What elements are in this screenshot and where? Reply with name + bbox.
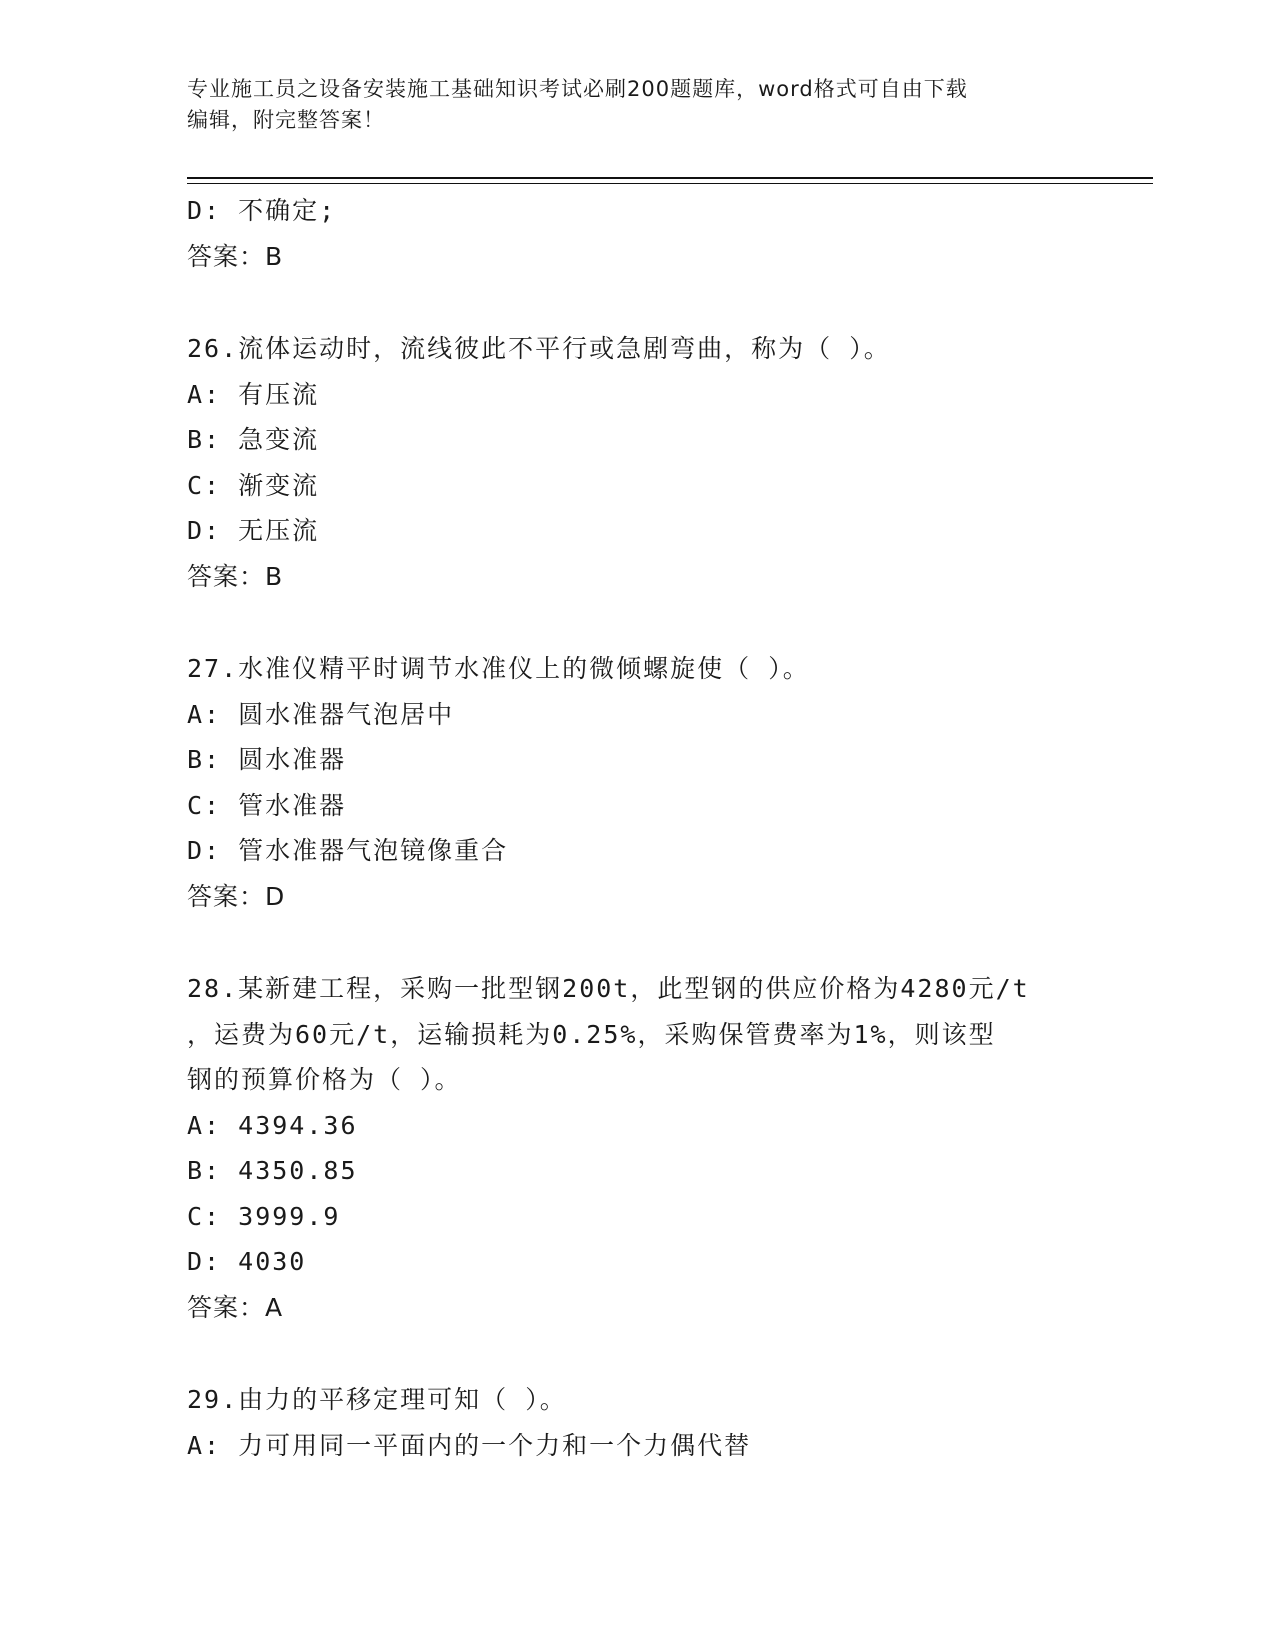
option-d: D: 管水准器气泡镜像重合 (187, 836, 509, 865)
option-a: A: 有压流 (187, 379, 320, 409)
header-title-line-1: 专业施工员之设备安装施工基础知识考试必刷200题题库，word格式可自由下载 (187, 77, 968, 101)
header-divider-thin (187, 183, 1153, 184)
question-26 (187, 326, 1087, 599)
question-text-line-3: 钢的预算价格为（ ）。 (187, 1065, 462, 1094)
question-list (187, 188, 1087, 1468)
option-b: B: 急变流 (187, 425, 320, 454)
option-d: D: 无压流 (187, 516, 320, 545)
option-c: C: 3999.9 (187, 1201, 341, 1231)
option-c: C: 管水准器 (187, 790, 347, 820)
question-text: 27.水准仪精平时调节水准仪上的微倾螺旋使（ ）。 (187, 654, 810, 683)
option-a: A: 圆水准器气泡居中 (187, 699, 455, 729)
question-29 (187, 1377, 1087, 1468)
question-text: 29.由力的平移定理可知（ ）。 (187, 1385, 567, 1414)
option-d: D: 不确定; (187, 196, 337, 225)
option-b: B: 圆水准器 (187, 745, 347, 774)
option-d: D: 4030 (187, 1247, 307, 1276)
question-text: 26.流体运动时，流线彼此不平行或急剧弯曲，称为（ ）。 (187, 334, 891, 363)
header-title-line-2: 编辑，附完整答案！ (187, 108, 385, 132)
option-b: B: 4350.85 (187, 1156, 358, 1185)
option-a: A: 力可用同一平面内的一个力和一个力偶代替 (187, 1430, 752, 1460)
question-text-line-2: ，运费为60元/t，运输损耗为0.25%，采购保管费率为1%，则该型 (187, 1019, 996, 1049)
option-a: A: 4394.36 (187, 1110, 358, 1140)
question-27 (187, 646, 1087, 919)
option-c: C: 渐变流 (187, 470, 320, 500)
answer-line: 答案：B (187, 561, 284, 591)
header-divider-thick (187, 177, 1153, 179)
question-text-line-1: 28.某新建工程，采购一批型钢200t，此型钢的供应价格为4280元/t (187, 974, 1030, 1003)
answer-line: 答案：D (187, 881, 286, 911)
answer-line: 答案：B (187, 241, 284, 271)
question-fragment (187, 188, 1087, 279)
answer-line: 答案：A (187, 1292, 284, 1322)
document-header (187, 74, 1087, 136)
question-28 (187, 966, 1087, 1330)
